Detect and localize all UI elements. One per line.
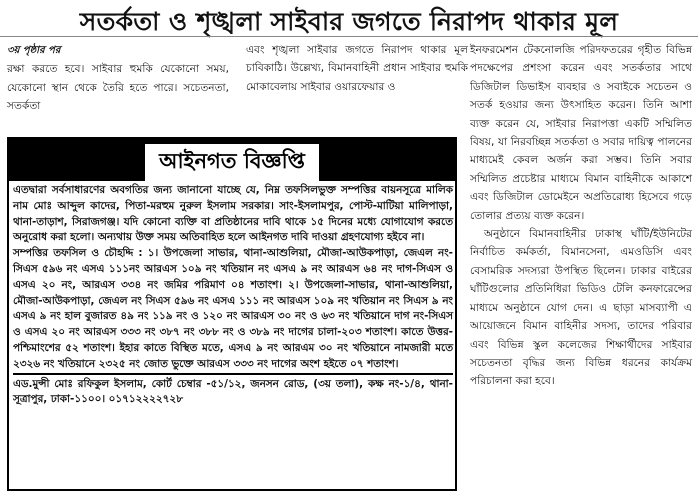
headline-divider xyxy=(0,36,698,37)
legal-notice-intro: এতদ্বারা সর্বসাধারণের অবগতির জন্য জানানো যাচ্ছে যে, নিম্ন তফসিলভুক্ত সম্পত্তির বায়নসূত্রে মালিক নাম মোঃ আব্দুল কাদের, পিতা-মরহুম নুরুল ইসলাম সরকার। সাং-ইসলামপুর, পোস্ট-মাটিয়া মালিপাড়া, থানা-তাড়াশ, সিরাজগঞ্জ। যদি কোনো ব্যক্তি বা প্রতিষ্ঠানের দাবি থাকে ১৫ দিনের মধ্যে যোগাযোগ করতে অনুরোধ করা হলো। অন্যথায় উক্ত সময় অতিবাহিত হলে আইনগত দাবি দাওয়া গ্রহণযোগ্য হইবে না। xyxy=(13,184,453,244)
legal-notice-box xyxy=(7,137,457,491)
property-schedule: সম্পত্তির তফসিল ও চৌহদ্দি : ১। উপজেলা সাভার, থানা-আশুলিয়া, মৌজা-আউকপাড়া, জেএল নং-সিএস ৫৯৬ নং এসএ ১১১নং আরএস ১০৯ নং খতিয়ান নং এসএ ৯ নং আরএস ৬৪ নং দাগ-সিএস ও এসএ ২০ নং, আরএস ৩৩৪ নং জমির পরিমাণ ০৪ শতাংশ। ২। উপজেলা-সাভার, থানা-আশুলিয়া, মৌজা-আউকপাড়া, জেএল নং সিএস ৫৯৬ নং এসএ ১১১ নং আরএস ১০৯ নং খতিয়ান নং সিএস ৯ নং এসএ ৯ নং হাল বুজারত ৪৯ নং ১১৯ নং ও ১২০ নং আরএস ৩০ নং ও ৬৩ নং খতিয়ানে দাগ নং-সিএস ও এসএ ২০ নং আরএস ৩৩৩ নং ৩৮৭ নং ৩৮৮ নং ও ৩৮৯ নং দাগের চালা-২০৩ শতাংশ। কাতে উত্তর-পশ্চিমাংশের ৫২ শতাংশ। ইহার কাতে বিস্থিত মতে, এসএ ৯ নং আরএম ৩০ নং খতিয়ানে নামজারী মতে ২৩২৬ নং খতিয়ানে ২৩২৫ নং জোত ভুক্তে আরএস ৩৩৩ নং দাগের অংশ হইতে ০৭ শতাংশ। xyxy=(13,247,453,370)
column-3-paragraph-1: ইনফরমেশন টেকনোলজি পরিদফতরের গৃহীত বিভিন্ন পদক্ষেপের প্রশংসা করেন এবং সতর্কতার সাথে ডিজিটাল ডিভাইস ব্যবহার ও সবাইকে সচেতন ও সতর্ক হওয়ার জন্য উৎসাহিত করেন। তিনি আশা ব্যক্ত করেন যে, সাইবার নিরাপত্তা একটি সম্মিলিত বিষয়, যা নিরবচ্ছিন্ন সতর্কতা ও সবার দায়িত্ব পালনের মাধ্যমেই কেবল অর্জন করা সম্ভব। তিনি সবার সম্মিলিত প্রচেষ্টার মাধ্যমে বিমান বাহিনীকে আকাশে এবং ডিজিটাল ডোমেইনে অপ্রতিরোধ্য হিসেবে গড়ে তোলার প্রত্যয় ব্যক্ত করেন। xyxy=(470,44,692,222)
legal-notice-title: আইনগত বিজ্ঞপ্তি xyxy=(145,144,319,181)
article-column-2 xyxy=(246,41,468,96)
column-1-text: রক্ষা করতে হবে। সাইবার হুমকি যেকোনো সময়, যেকোনো স্থান থেকে তৈরি হতে পারে। সচেতনতা, সতর্কতা xyxy=(7,63,229,113)
legal-notice-header xyxy=(9,139,455,181)
column-2-text: এবং শৃঙ্খলা সাইবার জগতে নিরাপদ থাকার মূল চাবিকাঠি। উল্লেখ্য, বিমানবাহিনী প্রধান সাইবার হুমকি মোকাবেলায় সাইবার ওয়ারফেয়ার ও xyxy=(246,44,468,93)
continued-from-label: ৩য় পৃষ্ঠার পর xyxy=(7,45,61,56)
article-headline: সতর্কতা ও শৃঙ্খলা সাইবার জগতে নিরাপদ থাকার মূল xyxy=(79,7,619,36)
article-column-1 xyxy=(7,41,229,116)
advocate-contact: এড.মুন্সী মোঃ রফিকুল ইসলাম, কোর্ট চেম্বার -৫১/১২, জনসন রোড, (৩য় তলা), কক্ষ নং-১/৪, থানা-সূত্রাপুর, ঢাকা-১১০০। ০১৭১২২২২৭২৮ xyxy=(13,373,453,409)
article-column-3 xyxy=(470,41,692,391)
column-3-paragraph-2: অনুষ্ঠানে বিমানবাহিনীর ঢাকাস্থ ঘাঁটি/ইউনিটের নির্বাচিত কর্মকর্তা, বিমানসেনা, এমওডিসি এবং বেসামরিক সদস্যরা উপস্থিত ছিলেন। ঢাকার বাইরের ঘাঁটিগুলোর প্রতিনিধিরা ভিডিও টেলি কনফারেন্সের মাধ্যমে অনুষ্ঠানে যোগ দেন। এ ছাড়া মাসব্যাপী এ আয়োজনে বিমান বাহিনীর সদস্য, তাদের পরিবার এবং বিভিন্ন স্কুল কলেজের শিক্ষার্থীদের সাইবার সচেতনতা বৃদ্ধির জন্য বিভিন্ন ধরনের কার্যক্রম পরিচালনা করা হবে। xyxy=(470,228,692,388)
legal-notice-body xyxy=(13,183,453,408)
